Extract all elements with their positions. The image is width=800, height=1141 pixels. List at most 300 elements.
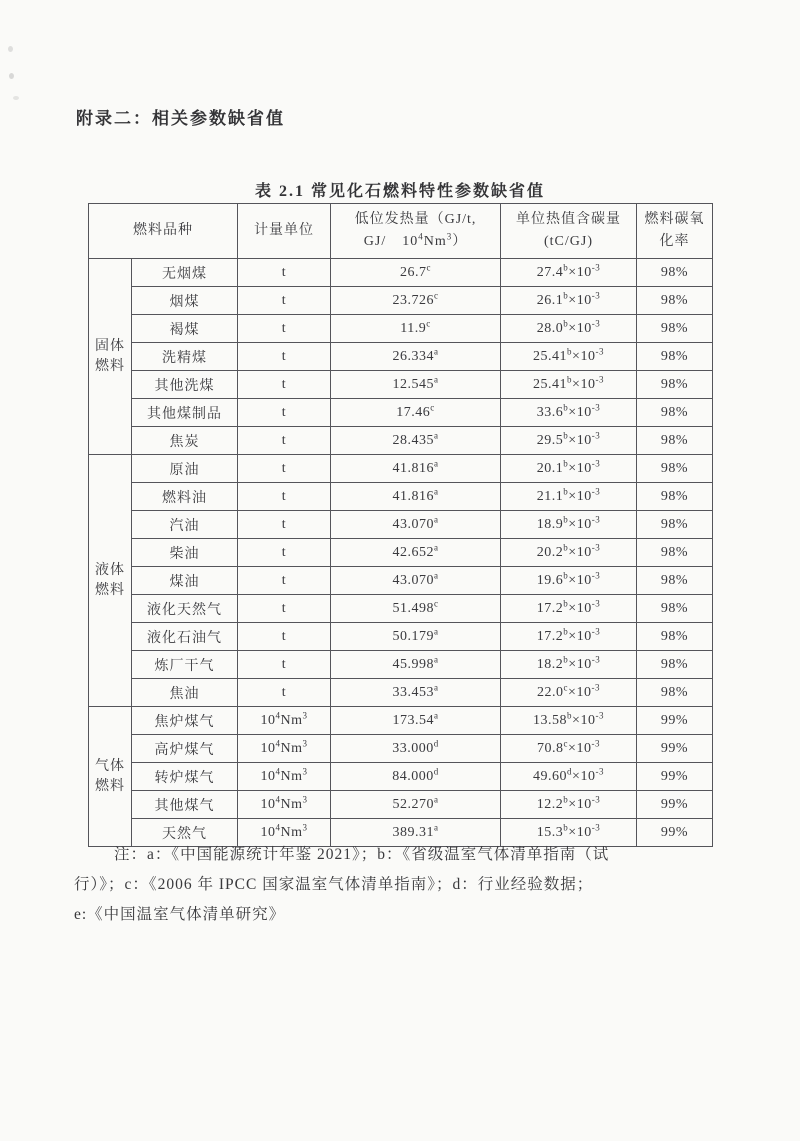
unit-sup: 3 bbox=[302, 793, 308, 804]
carbon-exponent: -3 bbox=[591, 457, 601, 468]
fuel-name-label: 转炉煤气 bbox=[154, 770, 215, 786]
table-row bbox=[89, 371, 713, 399]
unit-cell bbox=[238, 483, 331, 511]
ncv-value: 43.070 bbox=[392, 516, 434, 532]
fuel-name-cell bbox=[132, 511, 238, 539]
ncv-cell bbox=[331, 399, 501, 427]
table-row bbox=[89, 735, 713, 763]
fuel-name-label: 其他洗煤 bbox=[154, 378, 215, 394]
carbon-mult: ×10 bbox=[568, 264, 592, 280]
ncv-source-sup: a bbox=[434, 373, 439, 384]
carbon-source-sup: b bbox=[563, 793, 569, 804]
oxidation-value: 98% bbox=[660, 432, 689, 448]
oxidation-cell bbox=[637, 259, 713, 287]
unit-base: 10 bbox=[260, 824, 276, 840]
fuel-name-label: 燃料油 bbox=[162, 490, 207, 506]
fuel-name-cell bbox=[132, 483, 238, 511]
oxidation-value: 98% bbox=[660, 292, 689, 308]
carbon-cell bbox=[501, 287, 637, 315]
col-header-oxidation bbox=[637, 204, 713, 259]
notes bbox=[74, 840, 742, 930]
fuel-group-label bbox=[89, 259, 132, 455]
carbon-exponent: -3 bbox=[591, 681, 600, 692]
carbon-cell bbox=[501, 343, 637, 371]
oxidation-value: 98% bbox=[660, 376, 689, 392]
ncv-value: 50.179 bbox=[392, 628, 434, 644]
unit-cell bbox=[238, 371, 331, 399]
oxidation-value: 98% bbox=[660, 628, 689, 644]
table-row bbox=[89, 567, 713, 595]
carbon-mult: ×10 bbox=[568, 572, 592, 588]
ncv-header-line1: 低位发热量（GJ/t, bbox=[354, 212, 477, 227]
unit-base: t bbox=[281, 376, 287, 392]
unit-cell bbox=[238, 399, 331, 427]
carbon-mult: ×10 bbox=[568, 656, 592, 672]
table-row bbox=[89, 595, 713, 623]
unit-base: t bbox=[281, 488, 287, 504]
table-row bbox=[89, 343, 713, 371]
fuel-name-cell bbox=[132, 595, 238, 623]
unit-base: 10 bbox=[260, 740, 276, 756]
fuel-name-label: 焦炭 bbox=[169, 434, 200, 450]
oxidation-value: 98% bbox=[660, 516, 689, 532]
unit-mid: Nm bbox=[280, 740, 303, 756]
col-header-unit bbox=[238, 204, 331, 259]
table-row bbox=[89, 259, 713, 287]
ncv-value: 52.270 bbox=[392, 796, 434, 812]
carbon-source-sup: b bbox=[563, 569, 569, 580]
ncv-cell bbox=[331, 483, 501, 511]
carbon-source-sup: b bbox=[567, 709, 573, 720]
carbon-exponent: -3 bbox=[595, 373, 604, 384]
oxidation-value: 98% bbox=[660, 404, 689, 420]
table-row bbox=[89, 791, 713, 819]
ncv-cell bbox=[331, 791, 501, 819]
ncv-source-sup: a bbox=[434, 513, 439, 524]
ncv-value: 43.070 bbox=[392, 572, 434, 588]
carbon-exponent: -3 bbox=[595, 765, 604, 776]
unit-mid: Nm bbox=[280, 768, 303, 784]
ncv-source-sup: a bbox=[434, 541, 439, 552]
unit-sup: 3 bbox=[302, 765, 308, 776]
scan-artifact bbox=[8, 46, 13, 52]
oxidation-cell bbox=[637, 539, 713, 567]
oxidation-cell bbox=[637, 511, 713, 539]
unit-sup: 3 bbox=[302, 709, 308, 720]
ncv-cell bbox=[331, 315, 501, 343]
carbon-source-sup: b bbox=[567, 345, 573, 356]
ncv-cell bbox=[331, 763, 501, 791]
fuel-name-label: 炼厂干气 bbox=[154, 658, 215, 674]
carbon-cell bbox=[501, 567, 637, 595]
ncv-value: 45.998 bbox=[392, 656, 434, 672]
ncv-value: 41.816 bbox=[392, 460, 434, 476]
col-header-fuel bbox=[89, 204, 238, 259]
fuel-name-cell bbox=[132, 315, 238, 343]
ncv-source-sup: c bbox=[434, 597, 439, 608]
fuel-name-label: 焦油 bbox=[169, 686, 200, 702]
ncv-value: 41.816 bbox=[392, 488, 434, 504]
unit-cell bbox=[238, 651, 331, 679]
carbon-value: 26.1 bbox=[536, 292, 564, 308]
oxidation-value: 99% bbox=[660, 824, 689, 840]
carbon-exponent: -3 bbox=[591, 541, 601, 552]
carbon-mult: ×10 bbox=[568, 432, 592, 448]
oxidation-cell bbox=[637, 399, 713, 427]
carbon-source-sup: b bbox=[563, 401, 569, 412]
ncv-source-sup: a bbox=[434, 569, 439, 580]
unit-cell bbox=[238, 623, 331, 651]
fuel-name-label: 汽油 bbox=[169, 518, 200, 534]
carbon-exponent: -3 bbox=[591, 485, 601, 496]
unit-base: t bbox=[281, 516, 287, 532]
note-line: 行）》；c：《2006 年 IPCC 国家温室气体清单指南》；d：行业经验数据； bbox=[74, 876, 594, 893]
unit-base: t bbox=[281, 628, 287, 644]
ncv-cell bbox=[331, 427, 501, 455]
fuel-group-line: 气体 bbox=[95, 758, 125, 774]
unit-base: 10 bbox=[260, 768, 276, 784]
ncv-source-sup: a bbox=[434, 457, 439, 468]
ncv-value: 389.31 bbox=[392, 824, 434, 840]
oxidation-cell bbox=[637, 343, 713, 371]
oxidation-value: 99% bbox=[660, 712, 689, 728]
unit-sup: 4 bbox=[275, 709, 281, 720]
ncv-cell bbox=[331, 707, 501, 735]
carbon-source-sup: b bbox=[567, 373, 573, 384]
carbon-cell bbox=[501, 259, 637, 287]
carbon-cell bbox=[501, 315, 637, 343]
ncv-cell bbox=[331, 735, 501, 763]
table-row bbox=[89, 511, 713, 539]
carbon-cell bbox=[501, 679, 637, 707]
ncv-cell bbox=[331, 679, 501, 707]
table-row bbox=[89, 455, 713, 483]
ncv-value: 26.7 bbox=[400, 264, 427, 280]
fuel-name-cell bbox=[132, 679, 238, 707]
oxidation-value: 98% bbox=[660, 684, 689, 700]
unit-cell bbox=[238, 763, 331, 791]
ncv-cell bbox=[331, 455, 501, 483]
carbon-exponent: -3 bbox=[591, 401, 601, 412]
carbon-mult: ×10 bbox=[572, 376, 596, 392]
fuel-name-cell bbox=[132, 539, 238, 567]
ncv-cell bbox=[331, 651, 501, 679]
fuel-name-label: 其他煤制品 bbox=[147, 406, 222, 422]
unit-base: t bbox=[281, 292, 287, 308]
carbon-mult: ×10 bbox=[568, 600, 592, 616]
oxidation-cell bbox=[637, 679, 713, 707]
carbon-mult: ×10 bbox=[568, 824, 592, 840]
fuel-group-label bbox=[89, 455, 132, 707]
ncv-source-sup: d bbox=[433, 765, 439, 776]
ox-header-line2: 化率 bbox=[659, 234, 690, 249]
fuel-name-cell bbox=[132, 763, 238, 791]
carbon-source-sup: b bbox=[563, 429, 569, 440]
oxidation-cell bbox=[637, 595, 713, 623]
carbon-mult: ×10 bbox=[572, 712, 596, 728]
ncv-source-sup: a bbox=[434, 821, 439, 832]
ncv-cell bbox=[331, 259, 501, 287]
fuel-group-line: 液体 bbox=[95, 562, 125, 578]
oxidation-value: 98% bbox=[660, 348, 689, 364]
fuel-name-label: 天然气 bbox=[162, 826, 207, 842]
ncv-header-close: ） bbox=[452, 234, 468, 249]
carbon-cell bbox=[501, 763, 637, 791]
ncv-cell bbox=[331, 371, 501, 399]
carbon-cell bbox=[501, 791, 637, 819]
carbon-header-line1: 单位热值含碳量 bbox=[516, 212, 621, 227]
ncv-source-sup: a bbox=[434, 345, 439, 356]
ncv-cell bbox=[331, 623, 501, 651]
ncv-source-sup: c bbox=[430, 401, 435, 412]
ncv-cell bbox=[331, 539, 501, 567]
carbon-source-sup: b bbox=[563, 317, 569, 328]
unit-cell bbox=[238, 315, 331, 343]
carbon-cell bbox=[501, 455, 637, 483]
carbon-value: 70.8 bbox=[537, 740, 564, 756]
carbon-exponent: -3 bbox=[591, 429, 601, 440]
carbon-mult: ×10 bbox=[568, 628, 592, 644]
col-header-unit-label: 计量单位 bbox=[254, 223, 314, 238]
unit-cell bbox=[238, 735, 331, 763]
fuel-group-line: 固体 bbox=[95, 338, 125, 354]
unit-cell bbox=[238, 511, 331, 539]
unit-base: t bbox=[281, 404, 287, 420]
ncv-value: 33.000 bbox=[392, 740, 434, 756]
table-row bbox=[89, 287, 713, 315]
carbon-mult: ×10 bbox=[568, 320, 592, 336]
carbon-value: 20.1 bbox=[536, 460, 564, 476]
carbon-mult: ×10 bbox=[568, 488, 592, 504]
fuel-name-cell bbox=[132, 651, 238, 679]
table-row bbox=[89, 623, 713, 651]
ncv-cell bbox=[331, 567, 501, 595]
carbon-source-sup: d bbox=[567, 765, 573, 776]
carbon-source-sup: b bbox=[563, 485, 569, 496]
oxidation-value: 99% bbox=[660, 740, 689, 756]
unit-cell bbox=[238, 791, 331, 819]
carbon-exponent: -3 bbox=[591, 793, 601, 804]
table-row bbox=[89, 399, 713, 427]
oxidation-value: 98% bbox=[660, 572, 689, 588]
unit-base: t bbox=[281, 264, 287, 280]
carbon-cell bbox=[501, 735, 637, 763]
oxidation-value: 98% bbox=[660, 320, 689, 336]
carbon-source-sup: b bbox=[563, 653, 569, 664]
carbon-value: 13.58 bbox=[533, 712, 568, 728]
carbon-exponent: -3 bbox=[591, 289, 601, 300]
carbon-exponent: -3 bbox=[591, 821, 601, 832]
fuel-name-cell bbox=[132, 259, 238, 287]
ncv-cell bbox=[331, 595, 501, 623]
unit-sup: 3 bbox=[302, 821, 308, 832]
oxidation-value: 98% bbox=[660, 488, 689, 504]
ncv-cell bbox=[331, 511, 501, 539]
fuel-group-line: 燃料 bbox=[95, 582, 125, 598]
fuel-group-label bbox=[89, 707, 132, 847]
unit-base: t bbox=[281, 572, 287, 588]
oxidation-cell bbox=[637, 483, 713, 511]
unit-sup: 4 bbox=[275, 793, 281, 804]
unit-cell bbox=[238, 427, 331, 455]
unit-cell bbox=[238, 287, 331, 315]
carbon-exponent: -3 bbox=[591, 513, 601, 524]
carbon-mult: ×10 bbox=[572, 348, 596, 364]
ncv-source-sup: a bbox=[434, 625, 439, 636]
carbon-value: 18.2 bbox=[536, 656, 564, 672]
fuel-name-label: 褐煤 bbox=[169, 322, 200, 338]
carbon-value: 12.2 bbox=[536, 796, 564, 812]
carbon-exponent: -3 bbox=[591, 625, 601, 636]
oxidation-cell bbox=[637, 707, 713, 735]
carbon-value: 17.2 bbox=[536, 600, 564, 616]
fuel-name-cell bbox=[132, 287, 238, 315]
unit-cell bbox=[238, 595, 331, 623]
ox-header-line1: 燃料碳氧 bbox=[644, 212, 705, 227]
carbon-mult: ×10 bbox=[572, 768, 596, 784]
carbon-mult: ×10 bbox=[568, 404, 592, 420]
carbon-source-sup: c bbox=[563, 737, 569, 748]
doc-title: 附录二：相关参数缺省值 bbox=[76, 109, 285, 128]
carbon-value: 19.6 bbox=[536, 572, 564, 588]
oxidation-cell bbox=[637, 791, 713, 819]
ncv-source-sup: a bbox=[434, 429, 439, 440]
ncv-value: 33.453 bbox=[392, 684, 434, 700]
ncv-source-sup: c bbox=[426, 317, 431, 328]
carbon-source-sup: b bbox=[563, 513, 569, 524]
carbon-value: 49.60 bbox=[533, 768, 568, 784]
carbon-source-sup: b bbox=[563, 625, 569, 636]
oxidation-value: 98% bbox=[660, 264, 689, 280]
unit-base: t bbox=[281, 600, 287, 616]
carbon-cell bbox=[501, 483, 637, 511]
ncv-source-sup: c bbox=[434, 289, 439, 300]
table-row bbox=[89, 427, 713, 455]
carbon-value: 21.1 bbox=[536, 488, 564, 504]
carbon-cell bbox=[501, 511, 637, 539]
fuel-name-cell bbox=[132, 735, 238, 763]
ncv-value: 17.46 bbox=[396, 404, 431, 420]
oxidation-cell bbox=[637, 623, 713, 651]
carbon-exponent: -3 bbox=[591, 317, 601, 328]
unit-mid: Nm bbox=[280, 712, 303, 728]
oxidation-cell bbox=[637, 455, 713, 483]
oxidation-value: 99% bbox=[660, 796, 689, 812]
oxidation-value: 98% bbox=[660, 460, 689, 476]
carbon-mult: ×10 bbox=[568, 684, 592, 700]
carbon-cell bbox=[501, 371, 637, 399]
table-row bbox=[89, 763, 713, 791]
ncv-cell bbox=[331, 287, 501, 315]
ncv-source-sup: a bbox=[434, 709, 439, 720]
carbon-value: 28.0 bbox=[536, 320, 564, 336]
ncv-value: 11.9 bbox=[400, 320, 427, 336]
fuel-name-label: 液化天然气 bbox=[147, 602, 222, 618]
carbon-value: 33.6 bbox=[536, 404, 564, 420]
carbon-value: 25.41 bbox=[533, 348, 568, 364]
carbon-source-sup: b bbox=[563, 261, 569, 272]
scan-artifact bbox=[13, 96, 19, 100]
oxidation-cell bbox=[637, 763, 713, 791]
unit-base: t bbox=[281, 460, 287, 476]
oxidation-cell bbox=[637, 371, 713, 399]
ncv-value: 42.652 bbox=[392, 544, 434, 560]
oxidation-cell bbox=[637, 651, 713, 679]
col-header-carbon bbox=[501, 204, 637, 259]
carbon-exponent: -3 bbox=[591, 597, 601, 608]
fuel-name-label: 烟煤 bbox=[169, 294, 200, 310]
carbon-cell bbox=[501, 623, 637, 651]
unit-sup: 3 bbox=[302, 737, 308, 748]
ncv-source-sup: a bbox=[434, 793, 439, 804]
oxidation-cell bbox=[637, 315, 713, 343]
carbon-cell bbox=[501, 707, 637, 735]
fuel-name-label: 煤油 bbox=[169, 574, 200, 590]
oxidation-cell bbox=[637, 287, 713, 315]
oxidation-cell bbox=[637, 735, 713, 763]
oxidation-cell bbox=[637, 427, 713, 455]
carbon-value: 20.2 bbox=[536, 544, 564, 560]
unit-cell bbox=[238, 567, 331, 595]
carbon-exponent: -3 bbox=[591, 261, 601, 272]
ncv-header-base: 10 bbox=[402, 234, 419, 249]
table-header-row bbox=[89, 204, 713, 259]
unit-cell bbox=[238, 343, 331, 371]
carbon-source-sup: c bbox=[563, 681, 569, 692]
ncv-cell bbox=[331, 343, 501, 371]
unit-sup: 4 bbox=[275, 821, 281, 832]
carbon-value: 22.0 bbox=[537, 684, 564, 700]
unit-base: t bbox=[281, 348, 287, 364]
ncv-header-gj: GJ/ bbox=[363, 234, 387, 249]
fuel-name-cell bbox=[132, 791, 238, 819]
table-row bbox=[89, 483, 713, 511]
unit-mid: Nm bbox=[280, 796, 303, 812]
carbon-exponent: -3 bbox=[595, 345, 604, 356]
fuel-name-label: 柴油 bbox=[169, 546, 200, 562]
ncv-source-sup: d bbox=[433, 737, 439, 748]
oxidation-value: 98% bbox=[660, 544, 689, 560]
carbon-value: 27.4 bbox=[536, 264, 564, 280]
ncv-source-sup: c bbox=[426, 261, 431, 272]
oxidation-value: 98% bbox=[660, 656, 689, 672]
fuel-name-cell bbox=[132, 371, 238, 399]
oxidation-value: 99% bbox=[660, 768, 689, 784]
fuel-name-cell bbox=[132, 427, 238, 455]
note-line: e:《中国温室气体清单研究》 bbox=[74, 906, 286, 923]
unit-base: t bbox=[281, 432, 287, 448]
ncv-source-sup: a bbox=[434, 681, 439, 692]
carbon-exponent: -3 bbox=[591, 569, 601, 580]
ncv-source-sup: a bbox=[434, 653, 439, 664]
fuel-name-label: 洗精煤 bbox=[162, 350, 207, 366]
unit-cell bbox=[238, 259, 331, 287]
unit-sup: 4 bbox=[275, 765, 281, 776]
carbon-cell bbox=[501, 399, 637, 427]
carbon-mult: ×10 bbox=[568, 796, 592, 812]
unit-base: t bbox=[281, 544, 287, 560]
unit-cell bbox=[238, 679, 331, 707]
carbon-value: 15.3 bbox=[536, 824, 564, 840]
carbon-source-sup: b bbox=[563, 289, 569, 300]
carbon-mult: ×10 bbox=[568, 292, 592, 308]
oxidation-value: 98% bbox=[660, 600, 689, 616]
carbon-value: 17.2 bbox=[536, 628, 564, 644]
ncv-value: 173.54 bbox=[392, 712, 434, 728]
fuel-name-cell bbox=[132, 567, 238, 595]
unit-base: t bbox=[281, 684, 287, 700]
carbon-source-sup: b bbox=[563, 457, 569, 468]
